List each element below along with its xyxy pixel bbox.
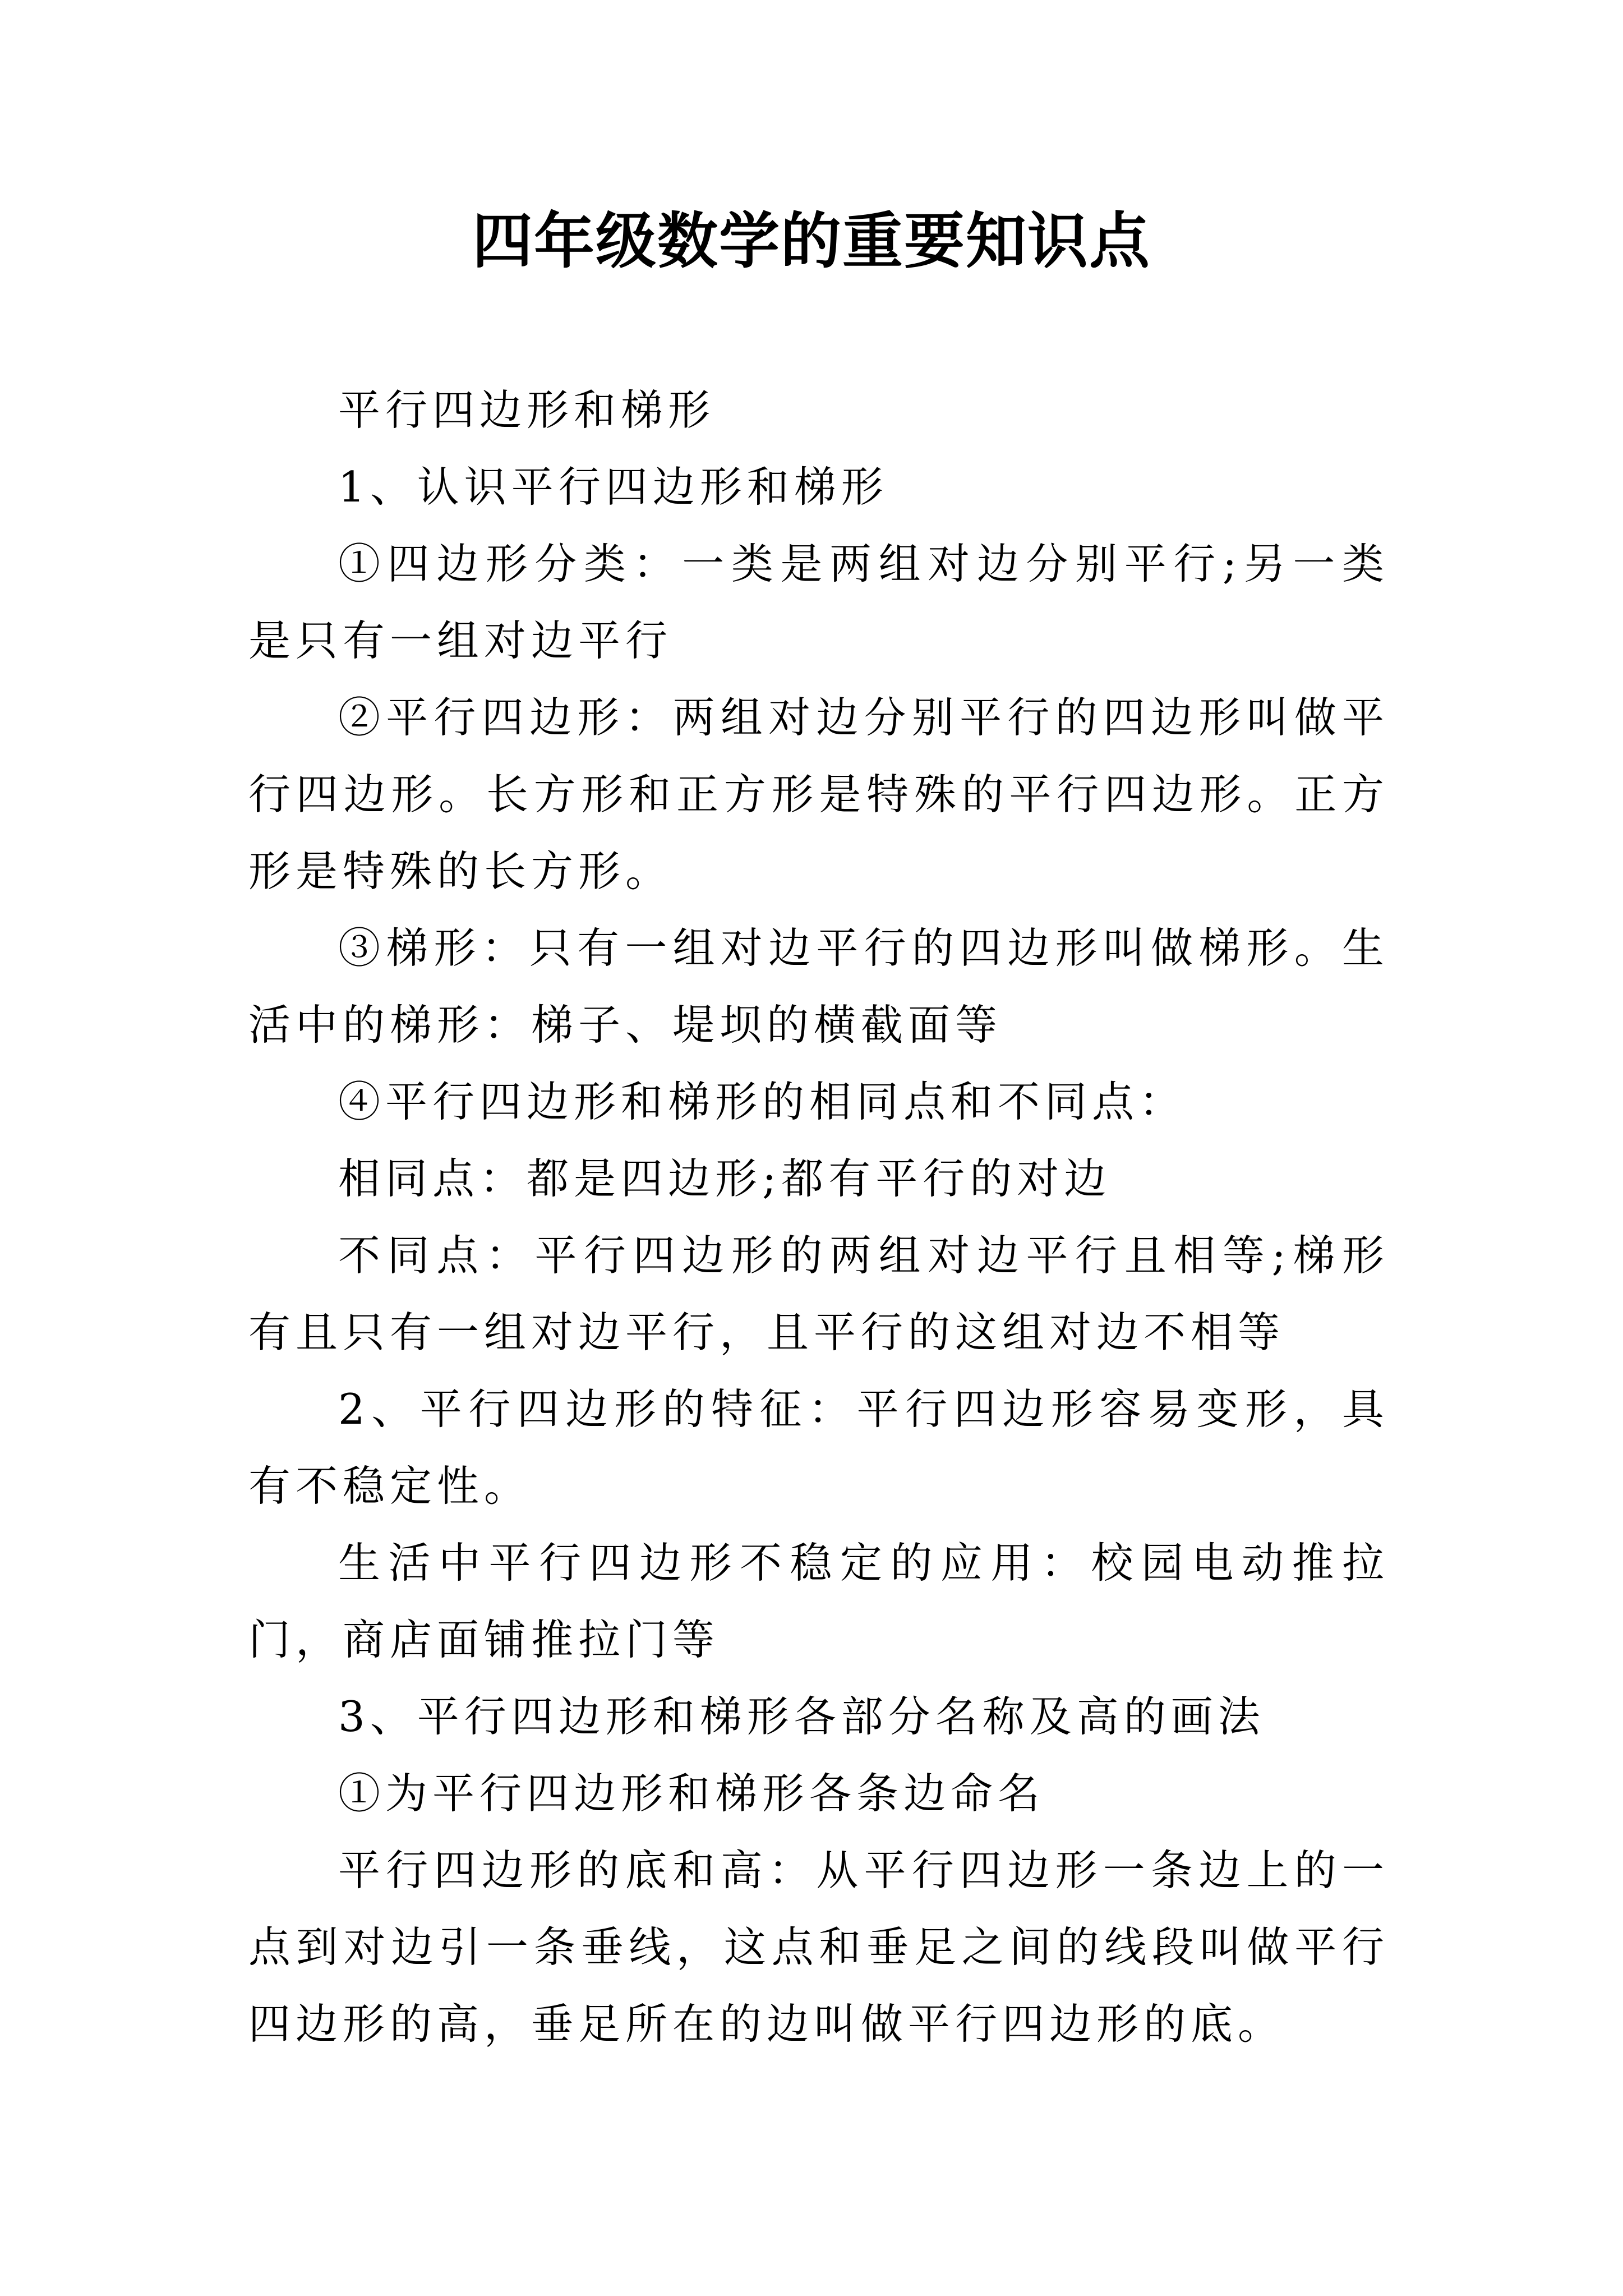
subsection-heading-1: 1、认识平行四边形和梯形 (338, 462, 888, 512)
paragraph-similarities: 相同点：都是四边形;都有平行的对边 (338, 1154, 1112, 1203)
paragraph-parallelogram-definition: ②平行四边形：两组对边分别平行的四边形叫做平行四边形。长方形和正方形是特殊的平行四边形。正方形是特殊的长方形。 (248, 693, 1389, 896)
document-title: 四年级数学的重要知识点 (472, 206, 1151, 277)
document-body (248, 372, 1389, 2063)
subsection-heading-3: 3、平行四边形和梯形各部分名称及高的画法 (338, 1692, 1265, 1741)
paragraph-naming-sides: ①为平行四边形和梯形各条边命名 (338, 1769, 1045, 1818)
paragraph-instability-application: 生活中平行四边形不稳定的应用：校园电动推拉门，商店面铺推拉门等 (248, 1538, 1389, 1664)
paragraph-trapezoid-definition: ③梯形：只有一组对边平行的四边形叫做梯形。生活中的梯形：梯子、堤坝的横截面等 (248, 923, 1389, 1050)
paragraph-similarities-differences-heading: ④平行四边形和梯形的相同点和不同点： (338, 1077, 1187, 1126)
paragraph-quadrilateral-classification: ①四边形分类：一类是两组对边分别平行;另一类是只有一组对边平行 (248, 539, 1389, 665)
paragraph-differences: 不同点：平行四边形的两组对边平行且相等;梯形有且只有一组对边平行，且平行的这组对边不相等 (248, 1231, 1389, 1357)
paragraph-base-and-height: 平行四边形的底和高：从平行四边形一条边上的一点到对边引一条垂线，这点和垂足之间的线段叫做平行四边形的高，垂足所在的边叫做平行四边形的底。 (248, 1846, 1389, 2049)
paragraph-parallelogram-feature: 2、平行四边形的特征：平行四边形容易变形，具有不稳定性。 (248, 1384, 1389, 1511)
section-heading-parallelogram-trapezoid: 平行四边形和梯形 (338, 385, 716, 435)
